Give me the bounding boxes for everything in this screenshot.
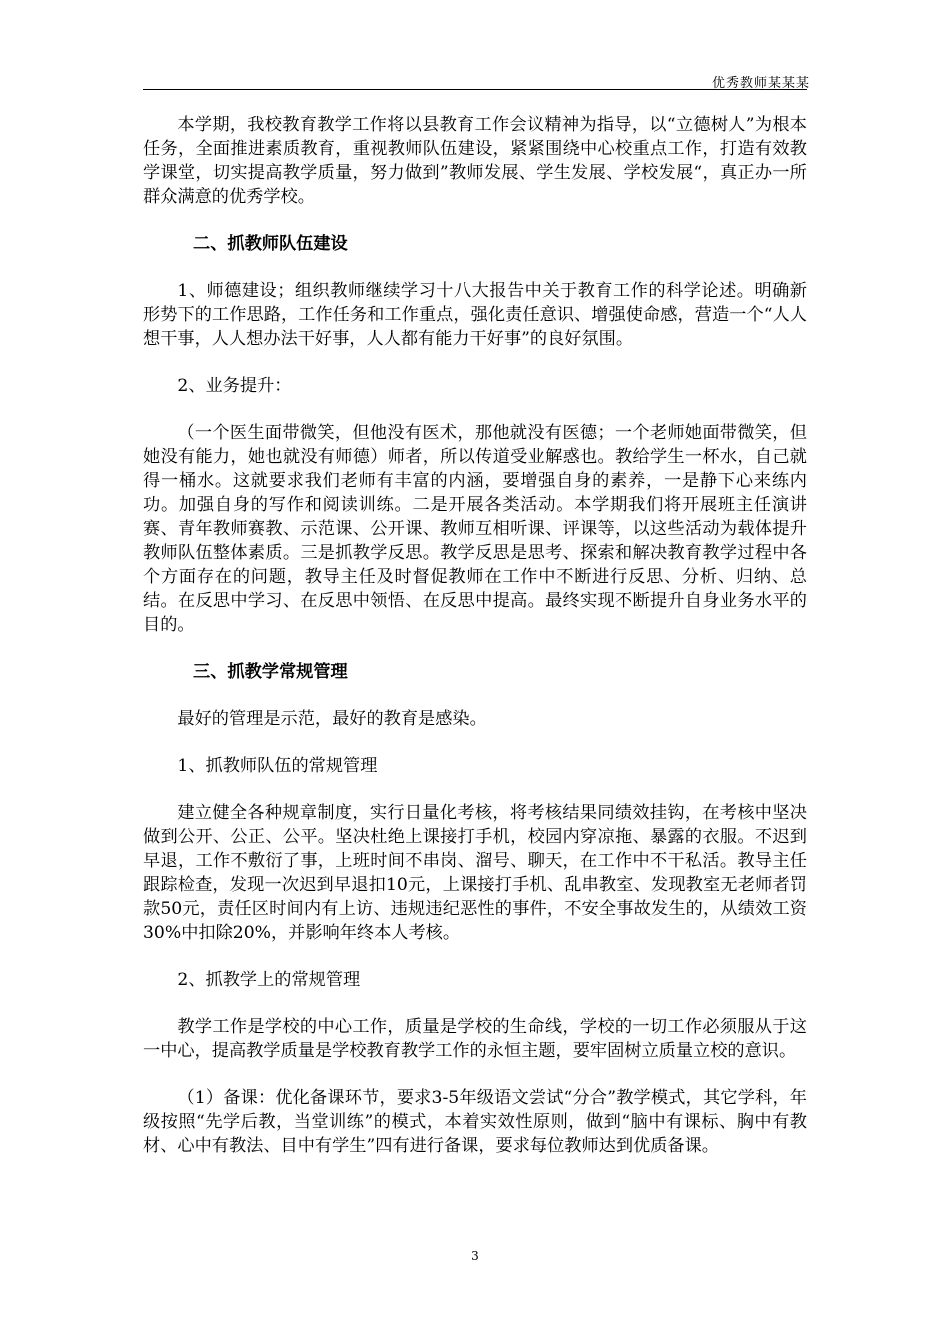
document-body: [143, 113, 807, 1158]
paragraph-motto: 最好的管理是示范，最好的教育是感染。: [177, 709, 487, 729]
paragraph-teacher-mgmt-title: 1、抓教师队伍的常规管理: [177, 756, 378, 776]
page-number: 3: [471, 1249, 479, 1263]
paragraph-teaching-mgmt-title: 2、抓教学上的常规管理: [177, 970, 361, 990]
paragraph-teaching-mgmt-body: 教学工作是学校的中心工作，质量是学校的生命线，学校的一切工作必须服从于这一中心，提高教学质量是学校教育教学工作的永恒主题，要牢固树立质量立校的意识。: [143, 1017, 807, 1061]
section-heading-2: 二、抓教师队伍建设: [193, 234, 348, 254]
intro-paragraph: 本学期，我校教育教学工作将以县教育工作会议精神为指导，以“立德树人”为根本任务，全面推进素质教育，重视教师队伍建设，紧紧围绕中心校重点工作，打造有效教学课堂，切实提高教学质量，努力做到”教师发展、学生发展、学校发展“，真正办一所群众满意的优秀学校。: [143, 115, 807, 207]
paragraph-skill-body: （一个医生面带微笑，但他没有医术，那他就没有医德；一个老师她面带微笑，但她没有能力，她也就没有师德）师者，所以传道受业解惑也。教给学生一杯水，自己就得一桶水。这就要求我们老师有丰富的内涵，要增强自身的素养，一是静下心来练内功。加强自身的写作和阅读训练。二是开展各类活动。本学期我们将开展班主任演讲赛、青年教师赛教、示范课、公开课、教师互相听课、评课等，以这些活动为载体提升教师队伍整体素质。三是抓教学反思。教学反思是思考、探索和解决教育教学过程中各个方面存在的问题，教导主任及时督促教师在工作中不断进行反思、分析、归纳、总结。在反思中学习、在反思中领悟、在反思中提高。最终实现不断提升自身业务水平的目的。: [143, 423, 807, 635]
header-rule: [143, 89, 807, 90]
running-header: 优秀教师某某某: [711, 76, 810, 91]
paragraph-ethics: 1、师德建设；组织教师继续学习十八大报告中关于教育工作的科学论述。明确新形势下的工作思路，工作任务和工作重点，强化责任意识、增强使命感，营造一个“人人想干事，人人想办法干好事，人人都有能力干好事”的良好氛围。: [143, 281, 807, 349]
paragraph-lesson-prep: （1）备课：优化备课环节，要求3-5年级语文尝试“分合”教学模式，其它学科，年级按照“先学后教，当堂训练”的模式，本着实效性原则，做到“脑中有课标、胸中有教材、心中有教法、目中有学生”四有进行备课，要求每位教师达到优质备课。: [143, 1088, 807, 1156]
section-heading-3: 三、抓教学常规管理: [193, 662, 348, 682]
paragraph-teacher-mgmt-body: 建立健全各种规章制度，实行日量化考核，将考核结果同绩效挂钩，在考核中坚决做到公开、公正、公平。坚决杜绝上课接打手机，校园内穿凉拖、暴露的衣服。不迟到早退，工作不敷衍了事，上班时间不串岗、溜号、聊天，在工作中不干私活。教导主任跟踪检查，发现一次迟到早退扣10元，上课接打手机、乱串教室、发现教室无老师者罚款50元，责任区时间内有上访、违规违纪恶性的事件，不安全事故发生的，从绩效工资30%中扣除20%，并影响年终本人考核。: [143, 803, 807, 943]
paragraph-skill-title: 2、业务提升：: [177, 376, 292, 396]
